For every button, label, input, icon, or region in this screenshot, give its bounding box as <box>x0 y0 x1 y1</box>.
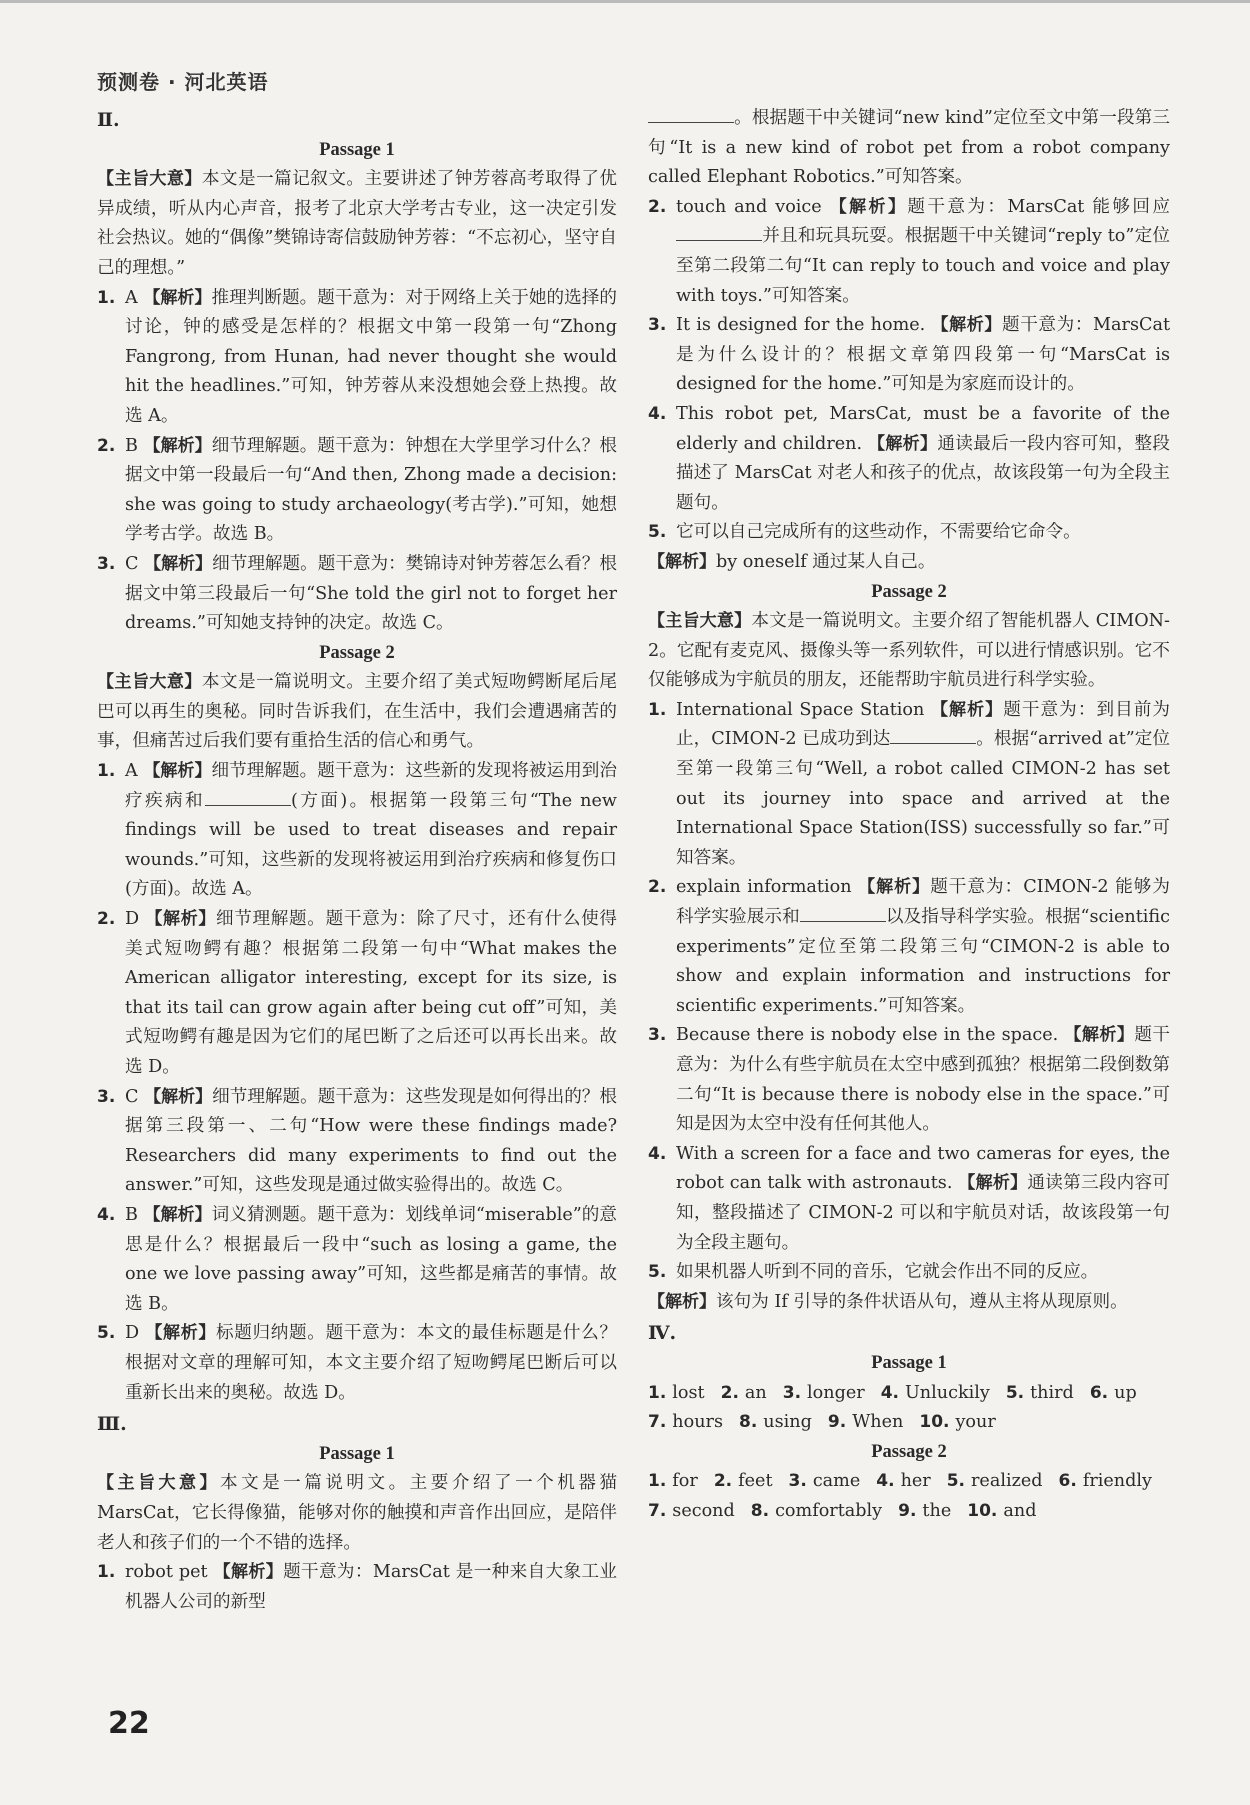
answer-item <box>97 1558 617 1617</box>
analysis-tag: 【解析】 <box>143 1204 212 1225</box>
item-explanation-cont: 。根据题干中关键词“new kind”定位至文中第一段第三句“It is a new kind of robot pet from a robot company called Elephant Robotics.”可知答案。 <box>648 108 1170 188</box>
item-number: 3. <box>97 1086 116 1107</box>
analysis-tag: 【解析】 <box>145 909 217 930</box>
cloze-answer <box>881 1379 990 1409</box>
answer-word: feet <box>738 1471 773 1492</box>
answer-item <box>97 757 617 905</box>
item-answer: International Space Station <box>676 699 925 720</box>
item-number: 2. <box>97 909 116 930</box>
answer-item <box>648 1140 1170 1258</box>
right-column <box>648 104 1170 1527</box>
item-explanation: 标题归纳题。题干意为：本文的最佳标题是什么？根据对文章的理解可知，本文主要介绍了短吻鳄尾巴断后可以重新长出来的奥秘。故选 D。 <box>125 1323 618 1403</box>
item-number: 4. <box>97 1204 116 1225</box>
answer-item <box>648 518 1170 548</box>
section-label: Ⅱ. <box>97 109 120 131</box>
item-number: 2. <box>720 1382 739 1403</box>
item-analysis <box>648 1288 1170 1318</box>
item-explanation: 题干意为：MarsCat 能够回应 <box>907 196 1171 217</box>
passage-title: Passage 2 <box>871 1441 947 1462</box>
passage-title: Passage 1 <box>871 1352 947 1373</box>
cloze-answer <box>919 1408 995 1438</box>
gist-paragraph <box>97 668 617 757</box>
answer-item <box>648 1021 1170 1139</box>
cloze-answer <box>739 1408 812 1438</box>
gist-text: 本文是一篇记叙文。主要讲述了钟芳蓉高考取得了优异成绩，听从内心声音，报考了北京大学考古专业，这一决定引发社会热议。她的“偶像”樊锦诗寄信鼓励钟芳蓉：“不忘初心，坚守自己的理想。” <box>97 169 617 278</box>
item-answer: D <box>125 909 140 930</box>
analysis-tag: 【解析】 <box>931 315 1002 336</box>
analysis-tag: 【解析】 <box>829 196 908 217</box>
item-answer: C <box>125 553 139 574</box>
item-answer: Because there is nobody else in the space. <box>676 1025 1059 1046</box>
analysis-tag: 【解析】 <box>213 1562 284 1583</box>
gist-paragraph <box>97 165 617 283</box>
item-explanation: by oneself 通过某人自己。 <box>716 551 936 572</box>
answer-word: second <box>672 1500 735 1521</box>
item-explanation: 题干意为：为什么有些宇航员在太空中感到孤独？根据第二段倒数第二句“It is because there is nobody else in the space.”可知是因为太空中没有任何其他人。 <box>676 1025 1170 1135</box>
item-number: 5. <box>97 1323 116 1344</box>
item-number: 1. <box>648 1471 667 1492</box>
item-answer: touch and voice <box>676 196 822 217</box>
item-explanation: 题干意为：MarsCat 是为什么设计的？根据文章第四段第一句“MarsCat is designed for the home.”可知是为家庭而设计的。 <box>676 315 1171 395</box>
analysis-tag: 【解析】 <box>931 699 1004 720</box>
cloze-answer <box>898 1497 951 1527</box>
cloze-answer <box>789 1467 861 1497</box>
item-number: 8. <box>739 1412 758 1433</box>
item-number: 3. <box>648 1025 667 1046</box>
item-number: 3. <box>97 553 116 574</box>
fill-blank <box>205 791 291 806</box>
item-number: 1. <box>97 1562 116 1583</box>
fill-blank <box>800 907 886 922</box>
answer-word: When <box>852 1412 904 1433</box>
passage-title: Passage 2 <box>871 581 947 602</box>
gist-paragraph <box>97 1469 617 1558</box>
gist-text: 本文是一篇说明文。主要介绍了美式短吻鳄断尾后尾巴可以再生的奥秘。同时告诉我们，在生活中，我们会遭遇痛苦的事，但痛苦过后我们要有重拾生活的信心和勇气。 <box>97 672 617 752</box>
item-explanation: 通读最后一段内容可知，整段描述了 MarsCat 对老人和孩子的优点，故该段第一句为全段主题句。 <box>676 433 1171 513</box>
item-number: 2. <box>648 877 667 898</box>
item-answer: explain information <box>676 877 852 898</box>
item-answer: With a screen for a face and two cameras for eyes, the robot can talk with astronauts. <box>676 1143 1170 1194</box>
item-answer: A <box>125 287 138 308</box>
answer-word: using <box>763 1412 812 1433</box>
answer-item <box>97 550 617 639</box>
item-number: 4. <box>876 1471 895 1492</box>
item-number: 10. <box>919 1412 950 1433</box>
analysis-tag: 【解析】 <box>648 551 716 572</box>
item-explanation: 通读第三段内容可知，整段描述了 CIMON-2 可以和宇航员对话，故该段第一句为全段主题句。 <box>676 1173 1171 1253</box>
item-number: 8. <box>750 1500 770 1521</box>
section-label: Ⅳ. <box>648 1322 677 1345</box>
item-number: 5. <box>648 522 667 543</box>
answer-word: comfortably <box>775 1500 883 1521</box>
item-number: 1. <box>648 699 667 720</box>
passage-title: Passage 2 <box>319 642 395 663</box>
item-number: 1. <box>97 761 116 782</box>
item-number: 10. <box>967 1500 998 1521</box>
item-answer: B <box>125 435 138 456</box>
top-rule <box>0 0 1250 3</box>
item-explanation: 题干意为：MarsCat 是一种来自大象工业机器人公司的新型 <box>125 1562 618 1612</box>
answer-word: hours <box>672 1412 723 1433</box>
cloze-answers <box>648 1467 1170 1526</box>
item-answer: robot pet <box>125 1562 208 1583</box>
analysis-tag: 【解析】 <box>144 553 213 574</box>
item-answer: It is designed for the home. <box>676 315 926 336</box>
item-answer: B <box>125 1204 138 1225</box>
section-label: Ⅲ. <box>97 1413 127 1436</box>
item-number: 3. <box>648 315 667 336</box>
item-explanation: 题干意为：到目前为止，CIMON-2 已成功到达 <box>676 699 1171 750</box>
analysis-tag: 【解析】 <box>1064 1025 1135 1046</box>
item-explanation-cont: 并且和玩具玩耍。根据题干中关键词“reply to”定位至第二段第二句“It can reply to touch and voice and play with toys.”可知答案。 <box>676 226 1170 306</box>
answer-item <box>97 905 617 1083</box>
item-number: 5. <box>1005 1382 1025 1403</box>
cloze-answer <box>648 1379 705 1409</box>
item-number: 4. <box>880 1382 899 1403</box>
answer-word: her <box>900 1471 931 1492</box>
answer-word: Unluckily <box>904 1382 990 1403</box>
item-number: 9. <box>898 1500 917 1521</box>
item-explanation: 细节理解题。题干意为：这些新的发现将被运用到治疗疾病和 <box>125 761 618 811</box>
item-explanation-cont: 。根据“arrived at”定位至第一段第三句“Well, a robot called CIMON-2 has set out its journey into space and arrived at the International Space Station(ISS) successfully so far.”可知答案。 <box>676 729 1170 868</box>
item-number: 3. <box>788 1471 807 1492</box>
answer-word: and <box>1003 1500 1037 1521</box>
analysis-tag: 【解析】 <box>145 1323 217 1344</box>
item-number: 2. <box>97 435 116 456</box>
cloze-answer <box>1090 1379 1137 1409</box>
answer-item <box>648 1258 1170 1288</box>
answer-word: longer <box>807 1382 865 1403</box>
answer-item <box>648 400 1170 518</box>
item-number: 4. <box>648 403 667 424</box>
cloze-answer <box>721 1379 767 1409</box>
item-number: 3. <box>782 1382 802 1403</box>
cloze-answer <box>828 1408 903 1438</box>
answer-item <box>97 1319 617 1408</box>
cloze-answer <box>648 1497 735 1527</box>
cloze-answer <box>783 1379 865 1409</box>
item-explanation-cont: (方面)。根据第一段第三句“The new findings will be used to treat diseases and repair wounds.”可知，这些新的发现将被运用到治疗疾病和修复伤口(方面)。故选 A。 <box>125 790 617 900</box>
answer-word: third <box>1030 1382 1074 1403</box>
answer-item <box>97 1201 617 1319</box>
item-answer: This robot pet, MarsCat, must be a favorite of the elderly and children. <box>676 403 1170 454</box>
item-number: 2. <box>713 1471 733 1492</box>
item-answer: 它可以自己完成所有的这些动作，不需要给它命令。 <box>676 522 1081 543</box>
fill-blank <box>676 226 762 241</box>
cloze-answer <box>1059 1467 1152 1497</box>
item-number: 5. <box>648 1262 667 1283</box>
item-explanation: 细节理解题。题干意为：这些发现是如何得出的？根据第三段第一、二句“How were these findings made? Researchers did many experiments to find out the answer.”可知，这些发现是通过做实验得出的。故选 C。 <box>125 1086 618 1196</box>
passage-title: Passage 1 <box>319 139 395 160</box>
cloze-answer <box>876 1467 930 1497</box>
item-analysis <box>648 548 1170 578</box>
answer-word: came <box>812 1471 861 1492</box>
gist-tag: 【主旨大意】 <box>97 672 202 693</box>
answer-word: friendly <box>1082 1471 1152 1492</box>
item-answer: 如果机器人听到不同的音乐，它就会作出不同的反应。 <box>676 1262 1099 1283</box>
cloze-answer <box>1006 1379 1074 1409</box>
cloze-answer <box>751 1497 882 1527</box>
answer-word: realized <box>971 1471 1043 1492</box>
analysis-tag: 【解析】 <box>958 1173 1028 1194</box>
cloze-answer <box>967 1497 1036 1527</box>
analysis-tag: 【解析】 <box>648 1291 716 1312</box>
gist-paragraph <box>648 607 1170 696</box>
passage-title: Passage 1 <box>319 1443 395 1464</box>
fill-blank <box>648 108 734 123</box>
page-number: 22 <box>108 1706 150 1741</box>
item-number: 4. <box>648 1143 667 1164</box>
answer-item <box>97 1083 617 1201</box>
item-explanation: 词义猜测题。题干意为：划线单词“miserable”的意思是什么？根据最后一段中“such as losing a game, the one we love passing away”可知，这些都是痛苦的事情。故选 B。 <box>125 1204 618 1314</box>
item-explanation: 推理判断题。题干意为：对于网络上关于她的选择的讨论，钟的感受是怎样的？根据文中第一段第一句“Zhong Fangrong, from Hunan, had never thought she would hit the headlines.”可知，钟芳蓉从来没想她会登上热搜。故选 A。 <box>125 287 618 426</box>
analysis-tag: 【解析】 <box>144 1086 213 1107</box>
answer-item <box>648 311 1170 400</box>
item-explanation-cont: 以及指导科学实验。根据“scientific experiments”定位至第二段第三句“CIMON-2 is able to show and explain information and instructions for scientific experiments.”可知答案。 <box>676 907 1170 1016</box>
fill-blank <box>890 729 976 744</box>
answer-word: lost <box>672 1382 705 1403</box>
item-explanation: 该句为 If 引导的条件状语从句，遵从主将从现原则。 <box>716 1291 1128 1312</box>
item-number: 1. <box>648 1382 667 1403</box>
item-explanation: 题干意为：CIMON-2 能够为科学实验展示和 <box>676 877 1171 928</box>
item-answer: D <box>125 1323 140 1344</box>
item-number: 7. <box>648 1500 667 1521</box>
item-number: 6. <box>1058 1471 1077 1492</box>
answer-item <box>648 193 1170 311</box>
item-number: 9. <box>827 1412 847 1433</box>
gist-tag: 【主旨大意】 <box>648 611 752 632</box>
cloze-answers <box>648 1379 1170 1438</box>
item-number: 6. <box>1089 1382 1109 1403</box>
page-header: 预测卷 · 河北英语 <box>97 70 269 94</box>
answer-word: the <box>922 1500 952 1521</box>
analysis-tag: 【解析】 <box>143 761 212 782</box>
answer-word: your <box>955 1412 996 1433</box>
gist-tag: 【主旨大意】 <box>97 1473 220 1494</box>
left-column <box>97 104 617 1617</box>
item-number: 2. <box>648 196 667 217</box>
answer-word: for <box>672 1471 698 1492</box>
gist-text: 本文是一篇说明文。主要介绍了智能机器人 CIMON-2。它配有麦克风、摄像头等一系列软件，可以进行情感识别。它不仅能够成为宇航员的朋友，还能帮助宇航员进行科学实验。 <box>648 611 1170 691</box>
item-number: 7. <box>648 1412 667 1433</box>
answer-item <box>97 432 617 550</box>
gist-text: 本文是一篇说明文。主要介绍了一个机器猫 MarsCat，它长得像猫，能够对你的触摸和声音作出回应，是陪伴老人和孩子们的一个不错的选择。 <box>97 1473 617 1553</box>
item-explanation: 细节理解题。题干意为：樊锦诗对钟芳蓉怎么看？根据文中第三段最后一句“She told the girl not to forget her dreams.”可知她支持钟的决定。故选 C。 <box>125 553 618 634</box>
item-number: 1. <box>97 287 116 308</box>
answer-item <box>97 284 617 432</box>
item-explanation: 细节理解题。题干意为：钟想在大学里学习什么？根据文中第一段最后一句“And then, Zhong made a decision: she was going to study archaeology(考古学).”可知，她想学考古学。故选 B。 <box>125 435 617 545</box>
item-answer: C <box>125 1086 139 1107</box>
answer-word: an <box>744 1382 767 1403</box>
analysis-tag: 【解析】 <box>143 287 212 308</box>
analysis-tag: 【解析】 <box>858 877 931 898</box>
gist-tag: 【主旨大意】 <box>97 169 202 190</box>
cloze-answer <box>648 1467 698 1497</box>
cloze-answer <box>648 1408 723 1438</box>
answer-word: up <box>1114 1382 1137 1403</box>
cloze-answer <box>947 1467 1043 1497</box>
item-answer: A <box>125 761 138 782</box>
analysis-tag: 【解析】 <box>868 433 938 454</box>
cloze-answer <box>714 1467 773 1497</box>
answer-item <box>648 696 1170 874</box>
item-number: 5. <box>946 1471 966 1492</box>
answer-item <box>648 873 1170 1021</box>
item-explanation: 细节理解题。题干意为：除了尺寸，还有什么使得美式短吻鳄有趣？根据第二段第一句中“What makes the American alligator interesting, except for its size, is that its tail can grow again after being cut off”可知，美式短吻鳄有趣是因为它们的尾巴断了之后还可以再长出来。故选 D。 <box>125 909 618 1077</box>
item-continuation <box>648 104 1170 193</box>
analysis-tag: 【解析】 <box>143 435 212 456</box>
